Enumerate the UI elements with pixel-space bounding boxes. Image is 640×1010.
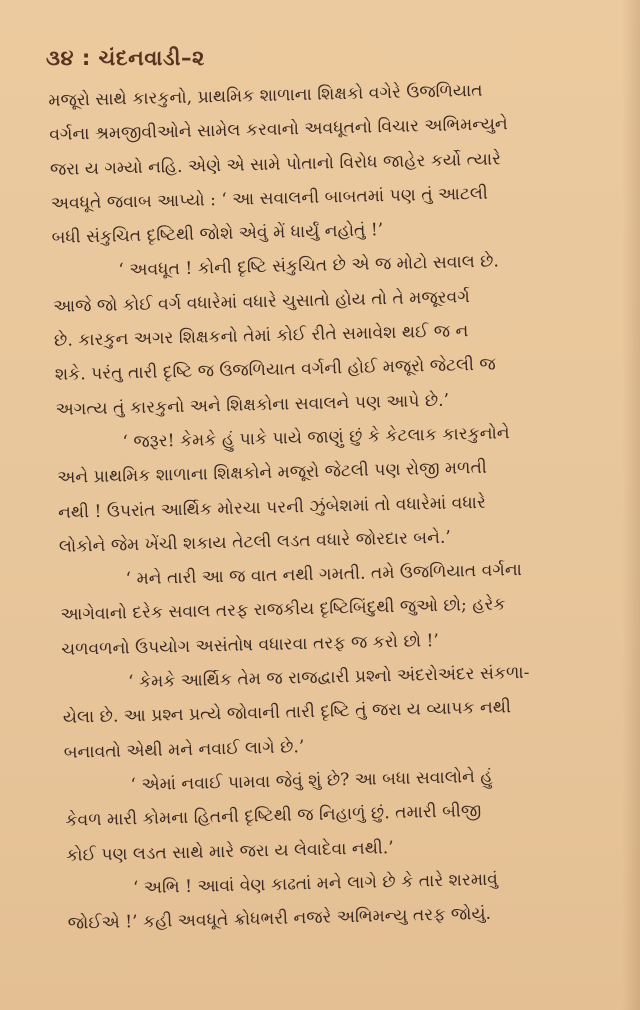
text-line: જરા ય ગમ્યો નહિ. એણે એ સામે પોતાનો વિરોધ જાહેર કર્યો ત્યારે: [49, 148, 502, 180]
text-line: કેવળ મારી કોમના હિતની દૃષ્ટિથી જ નિહાળું છું. તમારી બીજી: [65, 801, 482, 832]
body-text: [48, 71, 630, 941]
text-line: લોકોને જેમ ખેંચી શકાય તેટલી લડત વધારે જોરદાર બને.’: [58, 527, 452, 557]
text-line: અગત્ય તું કારકુનો અને શિક્ષકોના સવાલને પણ આપે છે.’: [55, 390, 450, 420]
text-line: વર્ગના શ્રમજીવીઓને સામેલ કરવાનો અવધૂતનો વિચાર અભિમન્યુને: [48, 114, 508, 146]
text-line: ‘ અભિ ! આવાં વેણ કાઢતાં મને લાગે છે કે તારે શરમાવું: [132, 869, 499, 899]
text-line: અવધૂતે જવાબ આપ્યો : ‘ આ સવાલની બાબતમાં પણ તું આટલી: [50, 183, 489, 214]
text-line: બધી સંકુચિત દૃષ્ટિથી જોશે એવું મેં ધાર્યું નહોતું !’: [51, 220, 384, 249]
page-header: ૩૪ : ચંદનવાડી–૨: [46, 46, 205, 70]
text-line: મજૂરો સાથે કારકુનો, પ્રાથમિક શાળાના શિક્ષકો વગેરે ઉજળિયાત: [48, 80, 483, 111]
text-line: આજે જો કોઈ વર્ગ વધારેમાં વધારે ચુસાતો હોય તો તે મજૂરવર્ગ: [53, 286, 471, 317]
text-line: ‘ એમાં નવાઈ પામવા જેવું શું છે? આ બધા સવાલોને હું: [130, 766, 493, 796]
text-line: શકે. પરંતુ તારી દૃષ્ટિ જ ઉજળિયાત વર્ગની હોઈ મજૂરો જેટલી જ: [54, 354, 496, 386]
text-line: છે. કારકુન અગર શિક્ષકનો તેમાં કોઈ રીતે સમાવેશ થઈ જ ન: [53, 321, 469, 352]
text-line: ‘ મને તારી આ જ વાત નથી ગમતી. તમે ઉજળિયાત વર્ગના: [125, 560, 523, 590]
text-line: ચળવળનો ઉપયોગ અસંતોષ વધારવા તરફ જ કરો છો !’: [61, 630, 440, 660]
text-line: ‘ જરૂર! કેમકે હું પાકે પાયે જાણું છું કે કેટલાક કારકુનોને: [122, 423, 510, 453]
text-line: અને પ્રાથમિક શાળાના શિક્ષકોને મજૂરો જેટલી પણ રોજી મળતી: [57, 458, 488, 489]
text-line: ‘ કેમકે આર્થિક તેમ જ રાજદ્વારી પ્રશ્નો અંદરોઅંદર સંકળા-: [127, 662, 530, 693]
text-line: કોઈ પણ લડત સાથે મારે જરા ય લેવાદેવા નથી.’: [65, 837, 394, 866]
page-edge-shadow: [622, 0, 640, 1010]
text-line: ‘ અવધૂત ! કોની દૃષ્ટિ સંકુચિત છે એ જ મોટો સવાલ છે.: [118, 251, 500, 281]
text-line: જોઈએ !’ કહી અવધૂતે ક્રોધભરી નજરે અભિમન્યુ તરફ જોયું.: [67, 903, 492, 934]
text-line: આગેવાનો દરેક સવાલ તરફ રાજકીય દૃષ્ટિબિંદુથી જુઓ છો; હરેક: [60, 594, 506, 626]
text-line: બનાવતો એથી મને નવાઈ લાગે છે.’: [63, 736, 305, 763]
text-line: નથી ! ઉપરાંત આર્થિક મોરચા પરની ઝુંબેશમાં તો વધારેમાં વધારે: [57, 492, 487, 523]
text-line: યેલા છે. આ પ્રશ્ન પ્રત્યે જોવાની તારી દૃષ્ટિ તું જરા ય વ્યાપક નથી: [62, 697, 512, 729]
